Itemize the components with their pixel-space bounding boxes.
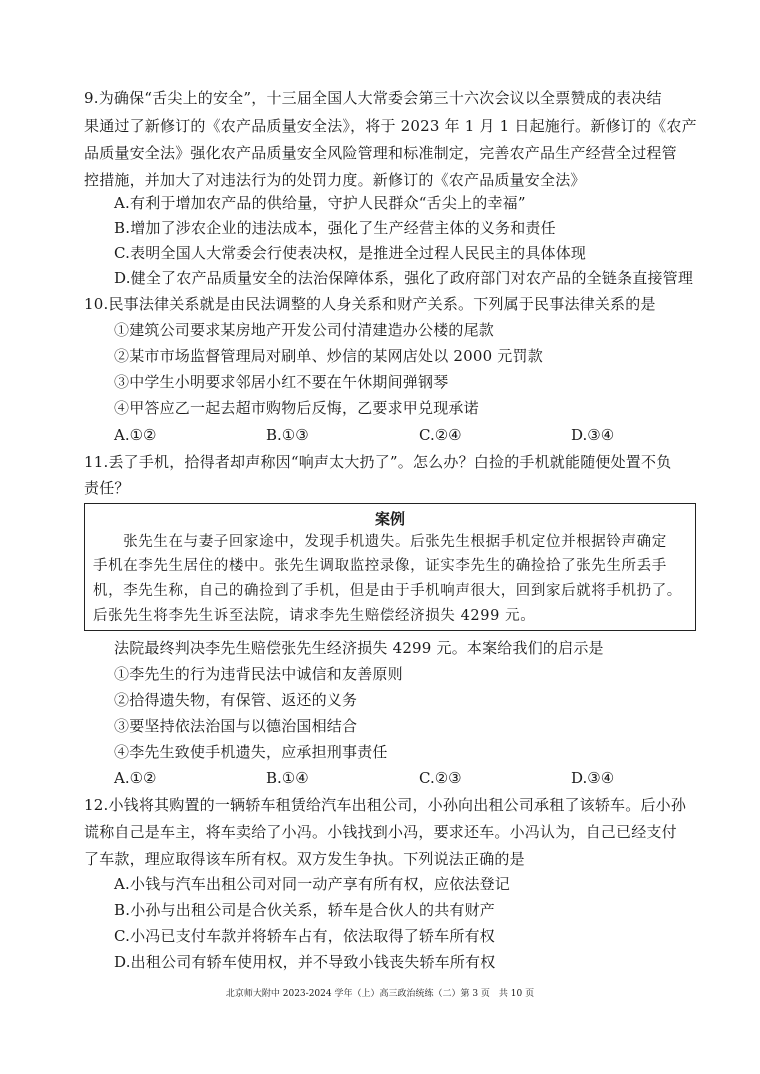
q12-option-a: A.小钱与汽车出租公司对同一动产享有所有权，应依法登记	[114, 875, 511, 893]
q11-choice-a: A.①②	[114, 769, 157, 787]
q10-item-1: ①建筑公司要求某房地产开发公司付清建造办公楼的尾款	[114, 321, 495, 339]
q11-item-4: ④李先生致使手机遗失，应承担刑事责任	[114, 743, 388, 761]
case-text-line: 张先生在与妻子回家途中，发现手机遗失。后张先生根据手机定位并根据铃声确定	[93, 534, 667, 550]
q9-stem-line: 果通过了新修订的《农产品质量安全法》，将于 2023 年 1 月 1 日起施行。新修订的《农产	[84, 117, 697, 135]
case-title: 案例	[374, 510, 405, 528]
q11-stem-line: 责任？	[84, 479, 130, 497]
q12-option-d: D.出租公司有轿车使用权，并不导致小钱丧失轿车所有权	[114, 953, 496, 971]
page-footer: 北京师大附中 2023-2024 学年（上）高三政治统练（二）第 3 页 共 10 页	[225, 989, 535, 999]
q11-item-2: ②拾得遗失物，有保管、返还的义务	[114, 691, 358, 709]
q9-option-b: B.增加了涉农企业的违法成本，强化了生产经营主体的义务和责任	[114, 219, 556, 237]
q12-stem-line: 谎称自己是车主，将车卖给了小冯。小钱找到小冯，要求还车。小冯认为，自己已经支付	[84, 823, 677, 841]
q12-stem-line: 12.小钱将其购置的一辆轿车租赁给汽车出租公司，小孙向出租公司承租了该轿车。后小孙	[84, 796, 687, 814]
q12-option-c: C.小冯已支付车款并将轿车占有，依法取得了轿车所有权	[114, 927, 495, 945]
q11-choice-d: D.③④	[571, 769, 615, 787]
case-text-line: 机，李先生称，自己的确捡到了手机，但是由于手机响声很大，回到家后就将手机扔了。	[93, 583, 682, 599]
case-text-line: 手机在李先生居住的楼中。张先生调取监控录像，证实李先生的确捡拾了张先生所丢手	[93, 558, 667, 574]
q9-option-a: A.有利于增加农产品的供给量，守护人民群众“舌尖上的幸福”	[114, 194, 526, 212]
q10-item-4: ④甲答应乙一起去超市购物后反悔，乙要求甲兑现承诺	[114, 399, 479, 417]
q9-option-c: C.表明全国人大常委会行使表决权，是推进全过程人民民主的具体体现	[114, 244, 587, 262]
q12-stem-line: 了车款，理应取得该车所有权。双方发生争执。下列说法正确的是	[84, 850, 525, 868]
q10-choice-c: C.②④	[419, 426, 462, 444]
q9-stem-line: 控措施，并加大了对违法行为的处罚力度。新修订的《农产品质量安全法》	[84, 171, 586, 189]
case-box	[84, 503, 696, 631]
case-text-line: 后张先生将李先生诉至法院，请求李先生赔偿经济损失 4299 元。	[93, 608, 536, 624]
q12-option-b: B.小孙与出租公司是合伙关系，轿车是合伙人的共有财产	[114, 901, 495, 919]
q11-choice-b: B.①④	[266, 769, 309, 787]
q10-choice-d: D.③④	[571, 426, 615, 444]
q10-item-3: ③中学生小明要求邻居小红不要在午休期间弹钢琴	[114, 373, 449, 391]
q10-item-2: ②某市市场监督管理局对刷单、炒信的某网店处以 2000 元罚款	[114, 347, 543, 365]
q11-choice-c: C.②③	[419, 769, 462, 787]
q9-stem-line: 品质量安全法》强化农产品质量安全风险管理和标准制定，完善农产品生产经营全过程管	[84, 144, 677, 162]
q11-item-3: ③要坚持依法治国与以德治国相结合	[114, 717, 358, 735]
q11-stem-line: 11.丢了手机，拾得者却声称因“响声太大扔了”。怎么办？白捡的手机就能随便处置不负	[84, 453, 672, 471]
q9-stem-line: 9.为确保“舌尖上的安全”，十三届全国人大常委会第三十六次会议以全票赞成的表决结	[84, 89, 662, 107]
q10-choice-a: A.①②	[114, 426, 157, 444]
q11-item-1: ①李先生的行为违背民法中诚信和友善原则	[114, 665, 403, 683]
q11-after-case: 法院最终判决李先生赔偿张先生经济损失 4299 元。本案给我们的启示是	[114, 639, 604, 657]
q10-choice-b: B.①③	[266, 426, 309, 444]
q9-option-d: D.健全了农产品质量安全的法治保障体系，强化了政府部门对农产品的全链条直接管理	[114, 269, 694, 287]
q10-stem: 10.民事法律关系就是由民法调整的人身关系和财产关系。下列属于民事法律关系的是	[84, 295, 656, 313]
